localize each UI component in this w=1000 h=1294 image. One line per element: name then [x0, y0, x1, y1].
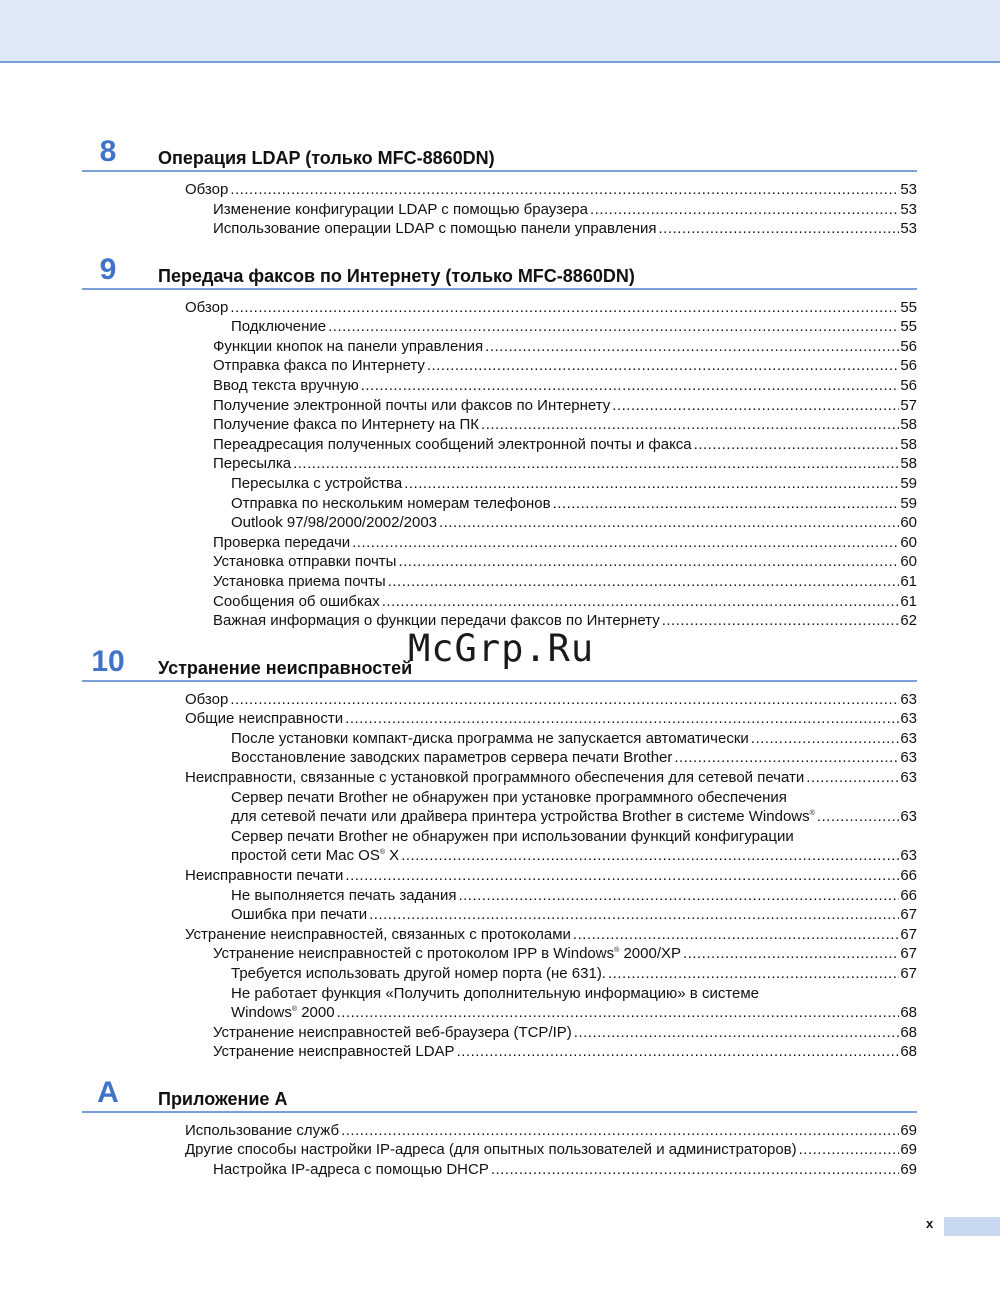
- chapter-title: Устранение неисправностей: [158, 658, 413, 678]
- toc-page-number: 58: [900, 436, 917, 453]
- toc-page-number: 67: [900, 945, 917, 962]
- dot-leader: [398, 552, 899, 571]
- toc-entry[interactable]: [213, 572, 917, 591]
- toc-page-number: 53: [900, 220, 917, 237]
- toc-entry[interactable]: [185, 709, 917, 728]
- dot-leader: [369, 905, 899, 924]
- dot-leader: [458, 886, 899, 905]
- toc-entry-title: Подключение: [231, 318, 327, 335]
- toc-entry[interactable]: [185, 925, 917, 944]
- chapter-number: 9: [99, 253, 117, 286]
- toc-entry-title: Устранение неисправностей веб-браузера (TCP/IP): [213, 1024, 572, 1041]
- toc-entry[interactable]: [231, 729, 917, 748]
- toc-entry[interactable]: [231, 1003, 917, 1022]
- toc-page-number: 67: [900, 906, 917, 923]
- dot-leader: [439, 513, 899, 532]
- toc-entry-title: Проверка передачи: [213, 534, 351, 551]
- toc-entry-title: Важная информация о функции передачи факсов по Интернету: [213, 612, 660, 629]
- toc-entry[interactable]: [185, 298, 917, 317]
- toc-page-number: 57: [900, 397, 917, 414]
- toc-entry-title: Ввод текста вручную: [213, 377, 359, 394]
- dot-leader: [337, 1003, 900, 1022]
- dot-leader: [574, 1023, 900, 1042]
- toc-entry-title: Outlook 97/98/2000/2002/2003: [231, 514, 438, 531]
- toc-entry-title: Отправка факса по Интернету: [213, 357, 425, 374]
- toc-entry-title: Устранение неисправностей, связанных с протоколами: [185, 926, 571, 943]
- toc-entry[interactable]: [213, 944, 917, 963]
- chapter-heading-8: [82, 132, 917, 172]
- toc-entry[interactable]: [185, 768, 917, 787]
- dot-leader: [230, 690, 899, 709]
- toc-entry[interactable]: [213, 552, 917, 571]
- dot-leader: [457, 1042, 900, 1061]
- toc-entry-title: Общие неисправности: [185, 710, 344, 727]
- toc-page-number: 56: [900, 357, 917, 374]
- dot-leader: [361, 376, 900, 395]
- toc-entry[interactable]: [231, 513, 917, 532]
- dot-leader: [352, 533, 899, 552]
- toc-entry[interactable]: [213, 376, 917, 395]
- toc-entry[interactable]: [231, 474, 917, 493]
- toc-page-number: 58: [900, 455, 917, 472]
- toc-page-number: 63: [900, 749, 917, 766]
- header-band: [0, 0, 1000, 63]
- toc-page-number: 60: [900, 534, 917, 551]
- dot-leader: [751, 729, 900, 748]
- dot-leader: [662, 611, 900, 630]
- toc-entry-title: Отправка по нескольким номерам телефонов: [231, 495, 551, 512]
- dot-leader: [491, 1160, 899, 1179]
- dot-leader: [382, 592, 900, 611]
- chapter-heading-a: [82, 1073, 917, 1113]
- toc-entry-title: Изменение конфигурации LDAP с помощью браузера: [213, 201, 588, 218]
- toc-entry-title: Обзор: [185, 691, 229, 708]
- chapter-divider: [82, 170, 917, 172]
- chapter-number: A: [97, 1076, 119, 1109]
- toc-entry-title: Обзор: [185, 299, 229, 316]
- toc-page-number: 53: [900, 181, 917, 198]
- toc-page-number: 67: [900, 965, 917, 982]
- chapter-title: Приложение A: [158, 1089, 288, 1109]
- page-number: x: [926, 1216, 934, 1231]
- chapter-heading-9: [82, 250, 917, 290]
- dot-leader: [401, 846, 899, 865]
- toc-entry[interactable]: [185, 180, 917, 199]
- dot-leader: [573, 925, 899, 944]
- toc-page-number: 55: [900, 318, 917, 335]
- toc-page-number: 68: [900, 1004, 917, 1021]
- toc-entry[interactable]: [231, 846, 917, 865]
- toc-entry-title: Windows® 2000: [231, 1004, 335, 1021]
- dot-leader: [293, 454, 899, 473]
- chapter-title: Операция LDAP (только MFC-8860DN): [158, 148, 495, 168]
- chapter-divider: [82, 288, 917, 290]
- dot-leader: [345, 709, 899, 728]
- registered-mark: ®: [614, 947, 620, 954]
- toc-page-number: 63: [900, 730, 917, 747]
- toc-page-number: 56: [900, 338, 917, 355]
- toc-entry[interactable]: [185, 866, 917, 885]
- toc-page-number: 63: [900, 808, 917, 825]
- registered-mark: ®: [379, 849, 386, 856]
- dot-leader: [799, 1140, 900, 1159]
- toc-entry-title: После установки компакт-диска программа не запускается автоматически: [231, 730, 749, 747]
- toc-entry-title: Устранение неисправностей LDAP: [213, 1043, 455, 1060]
- toc-entry[interactable]: [213, 1042, 917, 1061]
- dot-leader: [345, 866, 899, 885]
- toc-page-number: 63: [900, 847, 917, 864]
- dot-leader: [328, 317, 899, 336]
- toc-entry-title: Использование служб: [185, 1122, 340, 1139]
- toc-page-number: 63: [900, 769, 917, 786]
- toc-page-number: 67: [900, 926, 917, 943]
- registered-mark: ®: [291, 1006, 298, 1013]
- toc-page-number: 59: [900, 495, 917, 512]
- toc-entry-title: Получение электронной почты или факсов по Интернету: [213, 397, 611, 414]
- toc-page-number: 60: [900, 553, 917, 570]
- dot-leader: [612, 396, 899, 415]
- toc-entry-title: Функции кнопок на панели управления: [213, 338, 484, 355]
- toc-entry-title: Пересылка: [213, 455, 292, 472]
- toc-page-number: 69: [900, 1161, 917, 1178]
- dot-leader: [694, 435, 900, 454]
- toc-page-number: 61: [900, 593, 917, 610]
- toc-entry[interactable]: [213, 1023, 917, 1042]
- registered-mark: ®: [809, 810, 815, 817]
- toc-entry-title: простой сети Mac OS® X: [231, 847, 400, 864]
- toc-entry-title-line[interactable]: Сервер печати Brother не обнаружен при использовании функций конфигурации: [231, 828, 794, 845]
- toc-entry[interactable]: [185, 690, 917, 709]
- toc-page-number: 59: [900, 475, 917, 492]
- toc-entry[interactable]: [185, 1140, 917, 1159]
- toc-page-number: 55: [900, 299, 917, 316]
- toc-entry[interactable]: [231, 905, 917, 924]
- toc-page-number: 61: [900, 573, 917, 590]
- toc-entry[interactable]: [213, 533, 917, 552]
- toc-entry-title: Другие способы настройки IP-адреса (для опытных пользователей и администраторов): [185, 1141, 797, 1158]
- chapter-divider: [82, 1111, 917, 1113]
- dot-leader: [481, 415, 899, 434]
- toc-page-number: 69: [900, 1141, 917, 1158]
- toc-page-number: 63: [900, 691, 917, 708]
- toc-entry-title: Требуется использовать другой номер порта (не 631).: [231, 965, 606, 982]
- toc-entry-title: Использование операции LDAP с помощью панели управления: [213, 220, 657, 237]
- toc-page-number: 58: [900, 416, 917, 433]
- dot-leader: [608, 964, 899, 983]
- toc-entry-title: для сетевой печати или драйвера принтера устройства Brother в системе Windows®: [231, 808, 815, 825]
- toc-page-number: 66: [900, 887, 917, 904]
- dot-leader: [341, 1121, 899, 1140]
- toc-entry[interactable]: [213, 396, 917, 415]
- toc-page-number: 68: [900, 1043, 917, 1060]
- footer-tab: [944, 1217, 1000, 1236]
- toc-entry-title: Обзор: [185, 181, 229, 198]
- toc-entry[interactable]: [231, 494, 917, 513]
- toc-entry-title: Настройка IP-адреса с помощью DHCP: [213, 1161, 489, 1178]
- dot-leader: [427, 356, 899, 375]
- chapter-number: 8: [99, 135, 117, 168]
- toc-entry[interactable]: [231, 886, 917, 905]
- toc-entry[interactable]: [213, 356, 917, 375]
- toc-entry-title: Установка отправки почты: [213, 553, 397, 570]
- toc-entry[interactable]: [231, 964, 917, 983]
- toc-entry-title: Сообщения об ошибках: [213, 593, 380, 610]
- toc-entry[interactable]: [231, 748, 917, 767]
- dot-leader: [404, 474, 899, 493]
- toc-entry-title-line[interactable]: Сервер печати Brother не обнаружен при установке программного обеспечения: [231, 789, 787, 806]
- toc-entry[interactable]: [213, 435, 917, 454]
- toc-entry[interactable]: [213, 219, 917, 238]
- dot-leader: [817, 807, 900, 826]
- dot-leader: [388, 572, 900, 591]
- toc-page-number: 66: [900, 867, 917, 884]
- toc-entry[interactable]: [185, 1121, 917, 1140]
- watermark: McGrp.Ru: [408, 627, 595, 670]
- toc-entry[interactable]: [213, 454, 917, 473]
- toc-entry[interactable]: [213, 337, 917, 356]
- toc-entry-title: Не выполняется печать задания: [231, 887, 457, 904]
- toc-entry-title-line[interactable]: Не работает функция «Получить дополнительную информацию» в системе: [231, 985, 760, 1002]
- toc-entry-title: Устранение неисправностей с протоколом IPP в Windows® 2000/XP: [213, 945, 682, 962]
- toc-entry[interactable]: [231, 807, 917, 826]
- toc-entry-title: Пересылка с устройства: [231, 475, 403, 492]
- toc-page-number: 60: [900, 514, 917, 531]
- dot-leader: [683, 944, 899, 963]
- toc-entry-title: Неисправности печати: [185, 867, 344, 884]
- dot-leader: [659, 219, 900, 238]
- toc-entry[interactable]: [213, 592, 917, 611]
- dot-leader: [674, 748, 899, 767]
- toc-page-number: 53: [900, 201, 917, 218]
- dot-leader: [590, 200, 899, 219]
- toc-page-number: 68: [900, 1024, 917, 1041]
- toc-entry[interactable]: [213, 1160, 917, 1179]
- toc-entry[interactable]: [213, 415, 917, 434]
- dot-leader: [485, 337, 899, 356]
- toc-entry-title: Ошибка при печати: [231, 906, 368, 923]
- dot-leader: [230, 180, 899, 199]
- toc-page-number: 63: [900, 710, 917, 727]
- chapter-title: Передача факсов по Интернету (только MFC-8860DN): [158, 266, 635, 286]
- toc-entry-title: Получение факса по Интернету на ПК: [213, 416, 480, 433]
- toc-page-number: 56: [900, 377, 917, 394]
- toc-entry-title: Неисправности, связанные с установкой программного обеспечения для сетевой печати: [185, 769, 805, 786]
- toc-entry[interactable]: [213, 200, 917, 219]
- toc-page-number: 69: [900, 1122, 917, 1139]
- dot-leader: [230, 298, 899, 317]
- dot-leader: [806, 768, 899, 787]
- toc-entry-title: Установка приема почты: [213, 573, 386, 590]
- toc-entry-title: Переадресация полученных сообщений электронной почты и факса: [213, 436, 692, 453]
- chapter-divider: [82, 680, 917, 682]
- chapter-number: 10: [91, 645, 125, 678]
- toc-page-number: 62: [900, 612, 917, 629]
- dot-leader: [553, 494, 900, 513]
- toc-entry-title: Восстановление заводских параметров сервера печати Brother: [231, 749, 673, 766]
- toc-entry[interactable]: [231, 317, 917, 336]
